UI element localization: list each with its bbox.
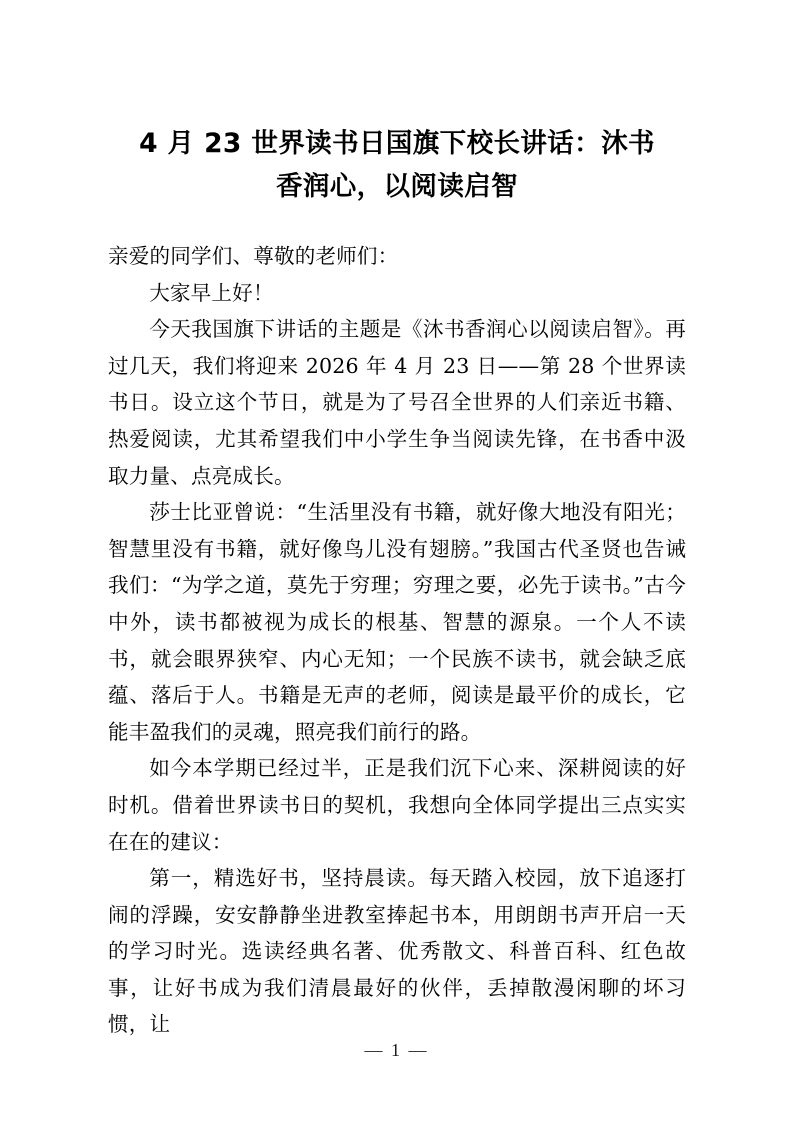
- page-number-footer: — 1 —: [364, 1040, 429, 1060]
- paragraph-salutation: 亲爱的同学们、尊敬的老师们：: [108, 244, 399, 268]
- document-body: [108, 238, 686, 1043]
- paragraph-suggestion-one: 第一，精选好书，坚持晨读。每天踏入校园，放下追逐打闹的浮躁，安安静静坐进教室捧起书本，用朗朗书声开启一天的学习时光。选读经典名著、优秀散文、科普百科、红色故事，让好书成为我们清晨最好的伙伴，丢掉散漫闲聊的坏习惯，让: [108, 866, 686, 1037]
- title-line-2: 香润心，以阅读启智: [275, 170, 519, 202]
- paragraph-quotes: 莎士比亚曾说：“生活里没有书籍，就好像大地没有阳光；智慧里没有书籍，就好像鸟儿没有翅膀。”我国古代圣贤也告诫我们：“为学之道，莫先于穷理；穷理之要，必先于读书。”古今中外，读书都被视为成长的根基、智慧的源泉。一个人不读书，就会眼界狭窄、内心无知；一个民族不读书，就会缺乏底蕴、落后于人。书籍是无声的老师，阅读是最平价的成长，它能丰盈我们的灵魂，照亮我们前行的路。: [108, 500, 686, 744]
- paragraph-semester-context: 如今本学期已经过半，正是我们沉下心来、深耕阅读的好时机。借着世界读书日的契机，我想向全体同学提出三点实实在在的建议：: [108, 756, 686, 854]
- paragraph-theme-intro: 今天我国旗下讲话的主题是《沐书香润心以阅读启智》。再过几天，我们将迎来 2026 年 4 月 23 日——第 28 个世界读书日。设立这个节日，就是为了号召全世界的人们亲近书籍、热爱阅读，尤其希望我们中小学生争当阅读先锋，在书香中汲取力量、点亮成长。: [108, 317, 686, 488]
- paragraph-greeting: 大家早上好！: [149, 280, 274, 305]
- title-line-1: 4 月 23 世界读书日国旗下校长讲话：沐书: [139, 127, 655, 159]
- page-title: [106, 122, 688, 208]
